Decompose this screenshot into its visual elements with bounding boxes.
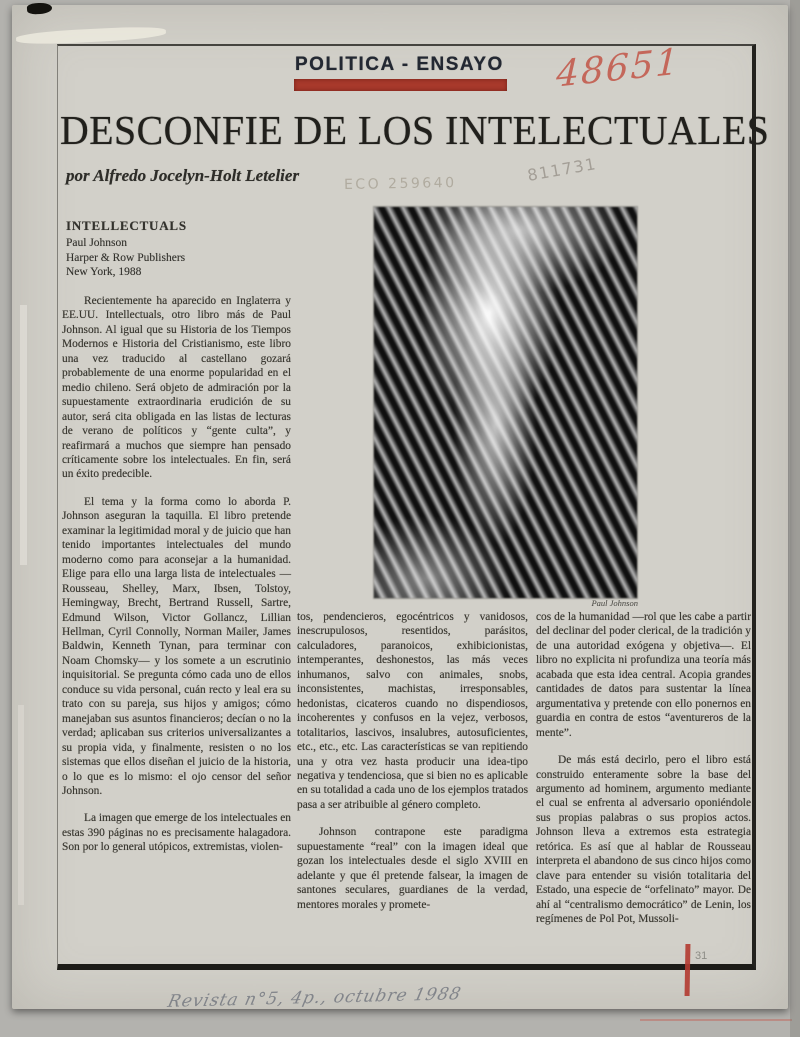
handwritten-citation: Revista n°5, 4p., octubre 1988 xyxy=(165,984,464,1012)
handwritten-red-number: 48651 xyxy=(555,41,681,96)
photo-paul-johnson xyxy=(374,207,637,598)
book-reference-block xyxy=(66,218,187,280)
paragraph: cos de la humanidad —rol que les cabe a partir del declinar del poder clerical, de la tradición y de una autoridad exógena y objetiva—. El libro no explicita ni profundiza una teoría más acabada que esta idea central. Acopia grandes cantidades de datos para sustentar la línea argumentativa y pretende con ello ponernos en guardia en contra de estos “aventureros de la mente”. xyxy=(536,611,751,739)
section-kicker: POLITICA - ENSAYO xyxy=(295,54,504,75)
book-publisher: Harper & Row Publishers xyxy=(66,251,186,264)
torn-edge xyxy=(18,705,24,905)
margin-page-number: 31 xyxy=(695,950,708,962)
pencil-catalog-annotation: 811731 xyxy=(525,154,599,185)
section-accent-bar xyxy=(294,79,507,91)
paragraph: De más está decirlo, pero el libro está construido enteramente sobre la base del argumento ad hominem, argumento mediante el cual se enfrenta al adversario oponiéndole sus propias palabras o sus propios actos. Johnson lleva a extremos esta estrategia retórica. Es así que al hablar de Rousseau interpreta el abandono de sus cinco hijos como clave para entender su visión totalitaria del Estado, una especie de “orfelinato” mayor. De ahí al “centralismo democrático” de Lenin, los regímenes de Pol Pot, Mussoli- xyxy=(536,754,751,926)
book-title: INTELLECTUALS xyxy=(66,218,187,233)
article-byline: por Alfredo Jocelyn-Holt Letelier xyxy=(66,166,300,185)
paragraph: Johnson contrapone este paradigma supuestamente “real” con la imagen ideal que gozan los intelectuales desde el siglo XVIII en adelante y que él pretende falsear, la imagen de santones seculares, guardianes de la verdad, mentores morales y promete- xyxy=(297,826,528,911)
text-column-2 xyxy=(297,610,528,954)
torn-edge xyxy=(16,25,166,46)
pencil-catalog-annotation: ECO 259640 xyxy=(343,175,457,193)
red-margin-mark xyxy=(685,944,691,996)
book-author: Paul Johnson xyxy=(66,237,128,249)
scan-edge-shadow xyxy=(790,0,800,1037)
red-edge-line xyxy=(640,1019,792,1021)
text-column-1 xyxy=(62,294,291,962)
paragraph: La imagen que emerge de los intelectuales en estas 390 páginas no es precisamente halagadora. Son por lo general utópicos, extremistas, violen- xyxy=(62,812,291,854)
article-title: DESCONFIE DE LOS INTELECTUALES xyxy=(60,107,770,153)
photo-caption: Paul Johnson xyxy=(591,598,638,608)
text-column-3 xyxy=(536,610,751,954)
paragraph: tos, pendencieros, egocéntricos y vanidosos, inescrupulosos, resentidos, parásitos, calculadores, paranoicos, exhibicionistas, intemperantes, deshonestos, las más veces inhumanos, salvo con animales, snobs, inconsistentes, machistas, irresponsables, hedonistas, cicateros cuando no dispendiosos, incoherentes y confusos en la vejez, verbosos, totalitarios, lascivos, insalubres, autosuficientes, etc., etc., etc. Las características se van repitiendo una y otra vez hasta producir una idea-tipo negativa y tendenciosa, que si bien no es aplicable en su totalidad a cada uno de los ejemplos tratados pasa a ser atribuible al género completo. xyxy=(297,611,528,811)
torn-edge xyxy=(20,305,27,565)
paragraph: El tema y la forma como lo aborda P. Johnson aseguran la taquilla. El libro pretende examinar la legitimidad moral y de juicio que han tenido importantes intelectuales del mundo moderno como para aconsejar a la humanidad. Elige para ello una larga lista de intelectuales —Rousseau, Shelley, Marx, Ibsen, Tolstoy, Hemingway, Brecht, Bertrand Russell, Sartre, Edmund Wilson, Victor Gollancz, Lillian Hellman, Cyril Connolly, Norman Mailer, James Baldwin, Kenneth Tynan, para terminar con Noam Chomsky— y los somete a un escrutinio inquisitorial. Se pregunta cómo cada uno de ellos conduce su vida personal, cuán recto y leal era su trato con su pareja, sus hijos y amigos; cómo manejaban sus asuntos financieros; decían o no la verdad; aplicaban sus criterios universalizantes a su propia vida, y finalmente, resisten o no los sistemas que ellos diseñan el juicio de la historia, o lo que es lo mismo: el ojo censor del señor Johnson. xyxy=(62,495,291,797)
book-city-year: New York, 1988 xyxy=(66,266,142,278)
paragraph: Recientemente ha aparecido en Inglaterra y EE.UU. Intellectuals, otro libro más de Paul Johnson. Al igual que su Historia de los Tiempos Modernos e Historia del Cristianismo, este libro una vez traducido al castellano gozará probablemente de una enorme popularidad en el medio chileno. Será objeto de admiración por la supuestamente extraordinaria erudición de su autor, será cita obligada en las listas de lecturas de verano de políticos y “gente culta”, y reafirmará a muchos que siempre han pensado críticamente sobre los intelectuales. En fin, será un éxito predecible. xyxy=(62,295,291,481)
